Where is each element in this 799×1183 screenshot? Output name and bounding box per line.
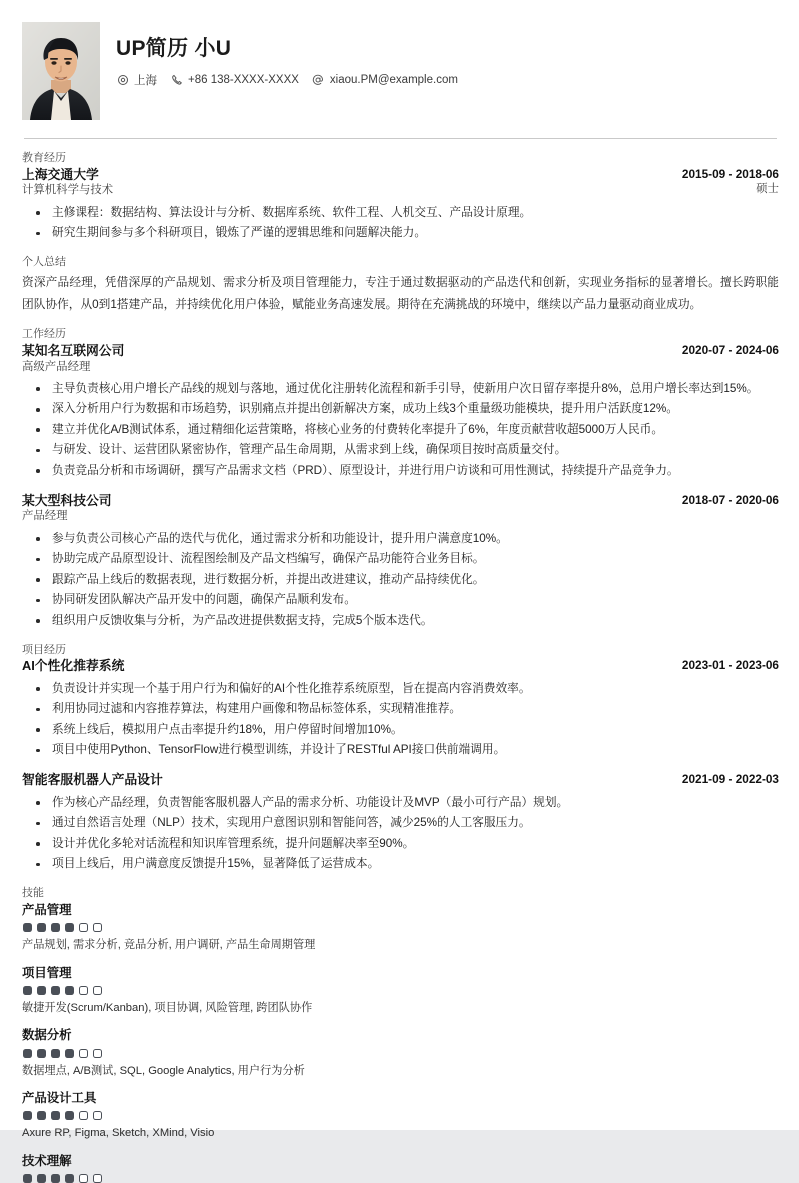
entry-left [22,167,113,199]
entry-bullet: 与研发、设计、运营团队紧密协作，管理产品生命周期，从需求到上线，确保项目按时高质量交付。 [22,441,779,460]
experience-entry [22,493,779,631]
skill-name: 技术理解 [22,1154,72,1169]
section-title-education: 教育经历 [22,152,66,164]
skill-description: 产品规划, 需求分析, 竞品分析, 用户调研, 产品生命周期管理 [22,939,316,952]
skill-dot-filled [23,1174,32,1183]
entry-bullet: 项目上线后，用户满意度反馈提升15%，显著降低了运营成本。 [22,855,779,874]
entry-role: 产品经理 [22,510,68,523]
entry-bullet: 项目中使用Python、TensorFlow进行模型训练，并设计了RESTful API接口供前端调用。 [22,741,779,760]
section-summary [22,256,779,315]
entry-organization: 智能客服机器人产品设计 [22,772,163,788]
entry-bullet: 组织用户反馈收集与分析，为产品改进提供数据支持，完成5个版本迭代。 [22,612,779,631]
entry-organization: 某大型科技公司 [22,492,112,508]
skill-dot-empty [93,1111,102,1120]
entry-left [22,658,124,675]
section-title-projects: 项目经历 [22,643,66,656]
skill-dot-filled [51,1174,60,1183]
entry-dates: 2018-07 - 2020-06 [681,492,779,507]
section-work [22,328,779,630]
skill-name: 项目管理 [22,965,72,980]
entry-bullet: 主修课程：数据结构、算法设计与分析、数据库系统、软件工程、人机交互、产品设计原理。 [22,204,779,223]
entry-role: 高级产品经理 [22,360,91,373]
entry-bullet: 设计并优化多轮对话流程和知识库管理系统，提升问题解决率至90%。 [22,835,779,854]
entry-dates: 2015-09 - 2018-06 [681,166,779,181]
entry-dates: 2023-01 - 2023-06 [681,658,779,673]
entry-dates: 2020-07 - 2024-06 [681,342,779,357]
contact-phone-text: +86 138-XXXX-XXXX [188,74,299,87]
skill-item [22,902,779,954]
entry-right [668,343,779,358]
skill-dot-empty [79,1174,88,1183]
entry-header [22,343,779,375]
section-projects [22,644,779,875]
entry-organization: AI个性化推荐系统 [22,658,125,674]
skill-dot-filled [23,1111,32,1120]
section-title-work: 工作经历 [22,328,66,341]
entry-dates: 2021-09 - 2022-03 [681,772,779,787]
skill-dot-empty [93,986,102,995]
skill-dot-filled [51,923,60,932]
avatar [22,22,100,120]
skill-dot-filled [51,1111,60,1120]
skill-dot-filled [65,986,74,995]
entry-bullet: 参与负责公司核心产品的迭代与优化，通过需求分析和功能设计，提升用户满意度10%。 [22,530,779,549]
email-at-icon [312,74,325,87]
section-education [22,152,779,243]
skill-description: 数据埋点, A/B测试, SQL, Google Analytics, 用户行为分析 [22,1064,305,1077]
contact-row [116,72,458,88]
skill-name: 数据分析 [22,1028,72,1043]
skill-dot-filled [51,1049,60,1058]
entry-bullet-list [22,680,779,760]
entry-bullet: 系统上线后，模拟用户点击率提升约18%，用户停留时间增加10%。 [22,721,779,740]
skill-dot-empty [93,1049,102,1058]
skill-item [22,965,779,1017]
entry-bullet-list [22,530,779,631]
page-title: UP简历 小U [116,37,232,60]
skill-dot-filled [65,923,74,932]
project-entries [22,658,779,874]
header-divider [24,138,777,139]
skill-dot-filled [65,1049,74,1058]
entry-right [668,167,779,198]
entry-left [22,493,112,525]
entry-bullet: 主导负责核心用户增长产品线的规划与落地，通过优化注册转化流程和新手引导，使新用户次日留存率提升8%，总用户增长率达到15%。 [22,380,779,399]
contact-phone [170,74,299,87]
skill-level-dots [23,923,779,932]
skill-list [22,902,779,1183]
skill-dot-filled [37,1049,46,1058]
entry-bullet-list [22,794,779,874]
entry-role: 计算机科学与技术 [22,184,114,197]
entry-bullet-list [22,204,779,243]
entry-bullet: 深入分析用户行为数据和市场趋势，识别痛点并提出创新解决方案，成功上线3个重量级功能模块，提升用户活跃度12%。 [22,400,779,419]
entry-header [22,772,779,789]
education-entries [22,167,779,243]
experience-entry [22,167,779,243]
skill-name: 产品设计工具 [22,1091,97,1106]
entry-left [22,343,124,375]
skill-dot-empty [93,1174,102,1183]
entry-bullet: 协助完成产品原型设计、流程图绘制及产品文档编写，确保产品功能符合业务目标。 [22,550,779,569]
skill-dot-empty [93,923,102,932]
entry-bullet: 通过自然语言处理（NLP）技术，实现用户意图识别和智能问答，减少25%的人工客服压力。 [22,814,779,833]
skill-dot-filled [65,1111,74,1120]
skill-dot-filled [51,986,60,995]
skill-level-dots [23,986,779,995]
entry-right [668,658,779,673]
entry-bullet: 建立并优化A/B测试体系，通过精细化运营策略，将核心业务的付费转化率提升了6%，年度贡献营收超5000万人民币。 [22,421,779,440]
entry-left [22,772,163,789]
work-entries [22,343,779,631]
skill-dot-empty [79,1111,88,1120]
experience-entry [22,343,779,481]
section-title-summary: 个人总结 [22,256,66,269]
summary-body: 资深产品经理，凭借深厚的产品规划、需求分析及项目管理能力，专注于通过数据驱动的产品迭代和创新，实现业务指标的显著增长。擅长跨职能团队协作，从0到1搭建产品，并持续优化用户体验，赋能业务高速发展。期待在充满挑战的环境中，继续以产品力量驱动商业成功。 [22,275,779,311]
entry-organization: 上海交通大学 [22,166,99,182]
contact-location [116,72,157,88]
skill-level-dots [23,1049,779,1058]
entry-bullet: 跟踪产品上线后的数据表现，进行数据分析，并提出改进建议，推动产品持续优化。 [22,571,779,590]
entry-degree: 硕士 [756,183,779,196]
skill-dot-filled [23,1049,32,1058]
entry-bullet: 作为核心产品经理，负责智能客服机器人产品的需求分析、功能设计及MVP（最小可行产品）规划。 [22,794,779,813]
skill-dot-filled [65,1174,74,1183]
contact-email [312,74,458,87]
skill-description: 敏捷开发(Scrum/Kanban), 项目协调, 风险管理, 跨团队协作 [22,1001,313,1014]
entry-bullet: 负责设计并实现一个基于用户行为和偏好的AI个性化推荐系统原型，旨在提高内容消费效率。 [22,680,779,699]
skill-description: Axure RP, Figma, Sketch, XMind, Visio [22,1127,215,1140]
entry-header [22,493,779,525]
skill-item [22,1090,779,1142]
entry-right [668,772,779,787]
resume-header [22,22,779,120]
skill-level-dots [23,1174,779,1183]
entry-header [22,167,779,199]
entry-bullet: 研究生期间参与多个科研项目，锻炼了严谨的逻辑思维和问题解决能力。 [22,224,779,243]
skill-item [22,1027,779,1079]
skill-dot-filled [37,923,46,932]
skill-level-dots [23,1111,779,1120]
skill-dot-empty [79,986,88,995]
skill-dot-empty [79,1049,88,1058]
experience-entry [22,658,779,760]
skill-dot-filled [37,1111,46,1120]
entry-bullet: 协同研发团队解决产品开发中的问题，确保产品顺利发布。 [22,591,779,610]
skill-name: 产品管理 [22,902,72,917]
section-title-skills: 技能 [22,887,44,900]
entry-bullet: 负责竞品分析和市场调研，撰写产品需求文档（PRD）、原型设计，并进行用户访谈和可用性测试，持续提升产品竞争力。 [22,462,779,481]
section-skills [22,887,779,1183]
skill-dot-filled [23,986,32,995]
contact-email-text: xiaou.PM@example.com [329,74,458,87]
skill-dot-filled [23,923,32,932]
skill-dot-filled [37,986,46,995]
skill-dot-filled [37,1174,46,1183]
entry-bullet-list [22,380,779,481]
phone-icon [170,74,183,87]
contact-location-text: 上海 [134,75,157,88]
entry-right [668,493,779,508]
experience-entry [22,772,779,874]
entry-bullet: 利用协同过滤和内容推荐算法，构建用户画像和物品标签体系，实现精准推荐。 [22,700,779,719]
skill-dot-empty [79,923,88,932]
skill-item [22,1153,779,1183]
entry-header [22,658,779,675]
entry-organization: 某知名互联网公司 [22,342,125,358]
header-text-block [116,22,458,88]
location-pin-icon [116,74,129,87]
